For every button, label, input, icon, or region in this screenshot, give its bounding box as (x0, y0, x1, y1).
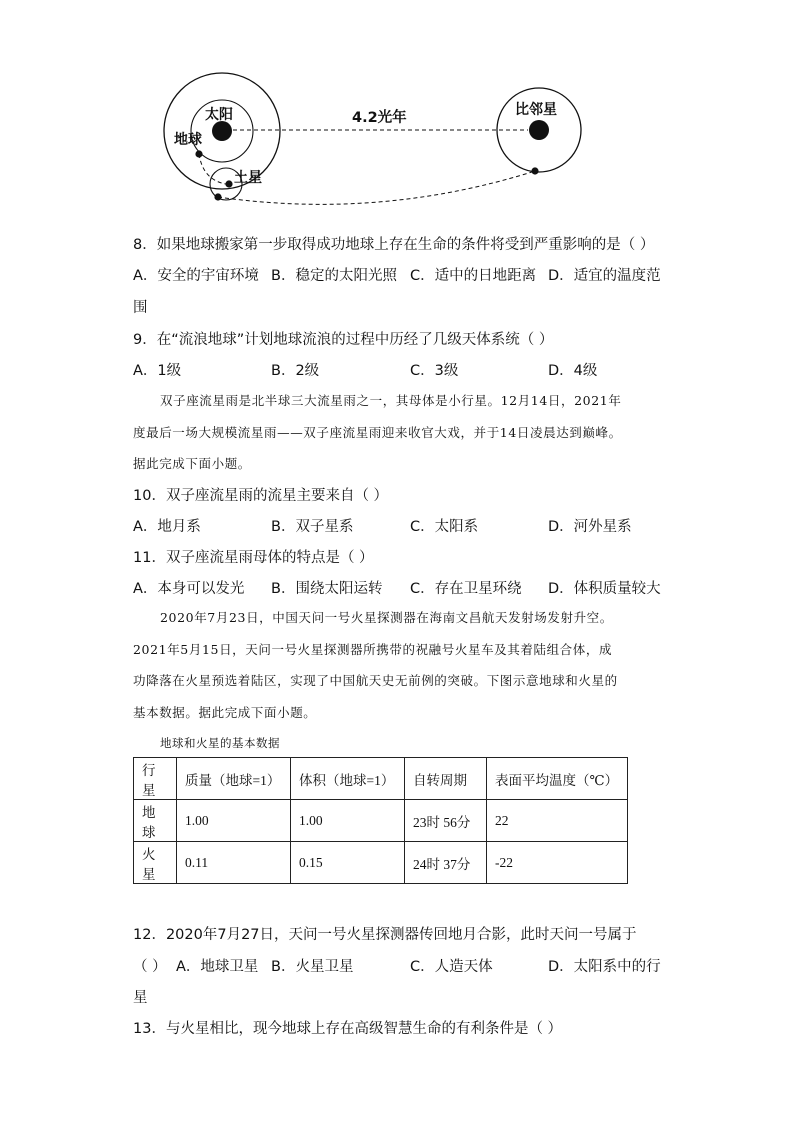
material-1-line-3: 据此完成下面小题。 (133, 456, 251, 471)
question-9-option-d: D．4级 (548, 363, 598, 379)
question-11-option-b: B．围绕太阳运转 (271, 581, 383, 597)
table-row (134, 842, 628, 884)
question-9-stem: 9．在“流浪地球”计划地球流浪的过程中历经了几级天体系统（ ） (133, 332, 554, 348)
question-8-option-c: C．适中的日地距离 (410, 268, 537, 284)
table-cell: 24时 37分 (405, 842, 487, 884)
table-row (134, 800, 628, 842)
question-9-option-b: B．2级 (271, 363, 320, 379)
question-10-stem: 10．双子座流星雨的流星主要来自（ ） (133, 488, 389, 504)
question-8-option-d-wrap: 围 (133, 300, 148, 316)
question-12-option-c: C．人造天体 (410, 959, 493, 975)
table-caption: 地球和火星的基本数据 (160, 736, 280, 750)
material-2-line-3: 功降落在火星预选着陆区，实现了中国航天史无前例的突破。下图示意地球和火星的 (133, 673, 618, 688)
sun-label: 太阳 (205, 107, 233, 123)
question-10-option-a: A．地月系 (133, 519, 201, 535)
question-11-stem: 11．双子座流星雨母体的特点是（ ） (133, 550, 374, 566)
table-cell: 1.00 (177, 800, 291, 842)
question-12-option-a: A．地球卫星 (176, 959, 259, 975)
table-cell: 22 (487, 800, 628, 842)
question-8-option-b: B．稳定的太阳光照 (271, 268, 397, 284)
table-cell: 23时 56分 (405, 800, 487, 842)
table-cell: 地球 (134, 800, 177, 842)
table-header-cell: 表面平均温度（℃） (487, 758, 628, 800)
question-12-stem: 12．2020年7月27日，天问一号火星探测器传回地月合影，此时天问一号属于 (133, 927, 637, 943)
question-9-option-a: A．1级 (133, 363, 182, 379)
question-10-option-d: D．河外星系 (548, 519, 632, 535)
material-1-line-1: 双子座流星雨是北半球三大流星雨之一，其母体是小行星。12月14日，2021年 (160, 393, 622, 408)
saturn-label: 土星 (234, 170, 262, 186)
wandering-earth-diagram (0, 0, 794, 220)
table-header-cell: 自转周期 (405, 758, 487, 800)
question-9-option-c: C．3级 (410, 363, 459, 379)
question-10-option-c: C．太阳系 (410, 519, 479, 535)
proxima-dot (529, 120, 549, 140)
question-12-option-d: D．太阳系中的行 (548, 959, 661, 975)
table-header-cell: 质量（地球=1） (177, 758, 291, 800)
proxima-label: 比邻星 (515, 102, 557, 118)
material-2-line-1: 2020年7月23日，中国天问一号火星探测器在海南文昌航天发射场发射升空。 (160, 610, 613, 625)
path-to-proxima (218, 171, 535, 204)
question-12-option-b: B．火星卫星 (271, 959, 354, 975)
earth-label: 地球 (174, 132, 202, 148)
question-8-option-a: A．安全的宇宙环境 (133, 268, 259, 284)
question-10-option-b: B．双子星系 (271, 519, 354, 535)
table-cell: 0.11 (177, 842, 291, 884)
question-13-stem: 13．与火星相比，现今地球上存在高级智慧生命的有利条件是（ ） (133, 1021, 563, 1037)
question-11-option-d: D．体积质量较大 (548, 581, 661, 597)
planet-data-table (133, 757, 628, 884)
distance-label: 4.2光年 (352, 110, 407, 126)
question-12-option-d-wrap: 星 (133, 990, 148, 1006)
saturn-dot (225, 180, 232, 187)
arrival-dot (531, 167, 538, 174)
material-2-line-4: 基本数据。据此完成下面小题。 (133, 705, 317, 720)
table-header-cell: 体积（地球=1） (291, 758, 405, 800)
table-cell: 1.00 (291, 800, 405, 842)
table-header-cell: 行星 (134, 758, 177, 800)
question-11-option-a: A．本身可以发光 (133, 581, 245, 597)
question-8-stem: 8．如果地球搬家第一步取得成功地球上存在生命的条件将受到严重影响的是（ ） (133, 237, 655, 253)
table-cell: -22 (487, 842, 628, 884)
sun-dot (212, 121, 232, 141)
material-2-line-2: 2021年5月15日，天问一号火星探测器所携带的祝融号火星车及其着陆组合体，成 (133, 642, 613, 657)
question-12-paren: （ ） (133, 959, 167, 975)
table-cell: 火星 (134, 842, 177, 884)
table-header-row (134, 758, 628, 800)
question-8-option-d: D．适宜的温度范 (548, 268, 661, 284)
table-cell: 0.15 (291, 842, 405, 884)
material-1-line-2: 度最后一场大规模流星雨——双子座流星雨迎来收官大戏，并于14日凌晨达到巅峰。 (133, 425, 622, 440)
question-11-option-c: C．存在卫星环绕 (410, 581, 522, 597)
